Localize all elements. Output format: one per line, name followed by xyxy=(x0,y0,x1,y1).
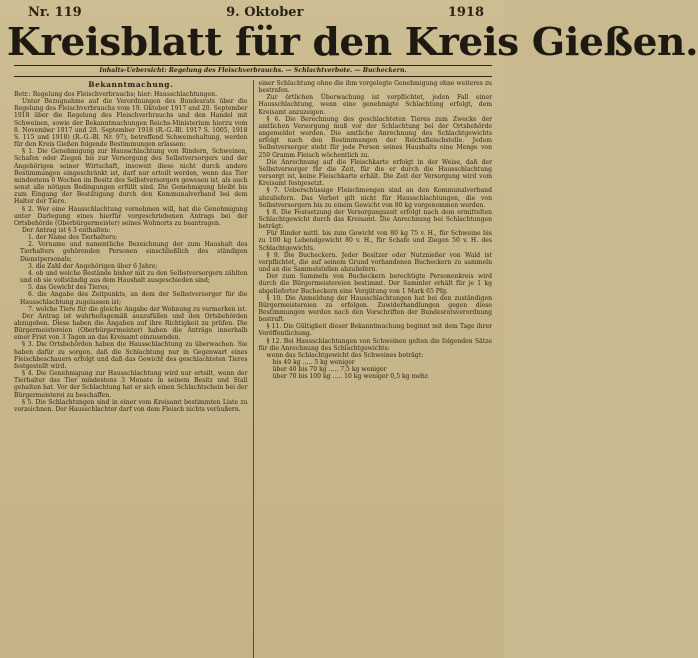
left-column xyxy=(14,80,253,658)
paragraph: § 5. Die Schlachtungen sind in einer vom Kreisamt bestimmten Liste zu verzeichnen. Der Hausschlachter darf von dem Fleisch nichts veräußern. xyxy=(14,398,248,413)
contents-overview: Inhalts-Uebersicht: Regelung des Fleischverbrauchs. — Schlachtverbote. — Bucheckern. xyxy=(99,67,407,74)
paragraph: § 2. Wer eine Hausschlachtung vornehmen will, hat die Genehmigung unter Darlegung eines hierfür vorgeschriebenen Antrags bei der Ortsbehörde (Oberbürgermeister) seines Wohnorts zu beantragen. xyxy=(14,205,248,227)
issue-year: 1918 xyxy=(447,5,484,20)
issue-date: 9. Oktober xyxy=(226,5,304,20)
list-item: 4. ob und welche Bestände bisher mit zu den Selbstversorgern zählten und ob sie vollständig aus dem Haushalt ausgeschieden sind; xyxy=(20,269,248,285)
paragraph: § 9. Die Bucheckern. Jeder Besitzer oder Nutznießer von Wald ist verpflichtet, die auf seinem Grund vorhandenen Bucheckern zu sammeln und an die Sammelstellen abzuliefern. xyxy=(258,251,492,274)
paragraph: § 3. Die Ortsbehörden haben die Hausschlachtung zu überwachen. Sie haben dafür zu sorgen, daß die Schlachtung nur in Gegenwart eines Fleischbeschauers erfolgt und daß das Gewicht des geschlachteten Tieres festgestellt wird. xyxy=(14,341,248,370)
list-item: 3. die Zahl der Angehörigen über 6 Jahre; xyxy=(28,262,158,270)
article-heading: Bekanntmachung. xyxy=(88,80,174,89)
paragraph: § 10. Die Anmeldung der Hausschlachtungen hat bei den zuständigen Bürgermeistereien zu erfolgen. Zuwiderhandlungen gegen diese Bestimmungen werden nach den Vorschriften der Bundesratsverordnung bestraft. xyxy=(258,294,492,324)
paragraph: Die Anrechnung auf die Fleischkarte erfolgt in der Weise, daß der Selbstversorger für die Zeit, für die er durch die Hausschlachtung versorgt ist, keine Fleischkarte erhält. Die Zeit der Versorgung wird vom Kreisamt festgesetzt. xyxy=(258,158,492,188)
paragraph: Zur örtlichen Überwachung ist verpflichtet, jeden Fall einer Hausschlachtung, wenn eine genehmigte Schlachtung erfolgt, dem Kreisamt anzuzeigen. xyxy=(258,94,492,116)
paragraph: Für Rinder mittl. bis zum Gewicht von 80 kg 75 v. H., für Schweine bis zu 100 kg Lebendgewicht 80 v. H., für Schafe und Ziegen 50 v. H. des Schlachtgewichts. xyxy=(258,230,492,252)
paragraph: Der zum Sammeln von Bucheckern berechtigte Personenkreis wird durch die Bürgermeistereien bestimmt. Der Sammler erhält für je 1 kg abgelieferter Bucheckern eine Vergütung von 1 Mark 65 Pfg. xyxy=(258,273,492,295)
list-item: 2. Vorname und namentliche Bezeichnung der zum Haushalt des Tierhalters gehörenden Personen einschließlich des ständigen Dienstpersonals; xyxy=(20,241,248,263)
paragraph: Unter Bezugnahme auf die Verordnungen des Bundesrats über die Regelung des Fleischverbrauchs vom 19. Oktober 1917 und 20. September 1918 über die Regelung des Fleischverbrauchs und den Handel mit Schweinen, sowie der Bekanntmachungen Reichs-Ministerium hierzu vom 8. November 1917 und 28. September 1918 (R.-G.-Bl. 1917 S. 1005, 1918 S. 115 und 1918) (R.-G.-Bl. Nr. 97), betreffend Schweinehaltung, werden für den Kreis Gießen folgende Bestimmungen erlassen: xyxy=(14,98,248,149)
paragraph: § 8. Die Festsetzung der Versorgungszeit erfolgt nach dem ermittelten Schlachtgewicht durch das Kreisamt. Die Anrechnung bei Schlachtungen beträgt: xyxy=(258,208,492,231)
paragraph: Betr.: Regelung des Fleischverbrauchs; hier: Hausschlachtungen. xyxy=(14,91,218,98)
newspaper-title: Kreisblatt für den Kreis Gießen. xyxy=(6,19,698,64)
paragraph: § 4. Die Genehmigung zur Hausschlachtung wird nur erteilt, wenn der Tierhalter das Tier mindestens 3 Monate in seinem Besitz und Stall gehalten hat. Vor der Schlachtung hat er sich einen Schlachtschein bei der Bürgermeisterei zu beschaffen. xyxy=(14,370,248,399)
paragraph: Der Antrag ist § 3 enthalten: xyxy=(22,226,111,234)
list-item: 5. das Gewicht des Tieres; xyxy=(28,284,110,292)
paragraph: Der Antrag ist wahrheitsgemäß auszufüllen und den Ortsbehörden abzugeben. Diese haben die Angaben auf ihre Richtigkeit zu prüfen. Die Bürgermeistereien (Oberbürgermeister) haben die Anträge innerhalb einer Frist von 3 Tagen an das Kreisamt einzusenden. xyxy=(14,312,248,342)
paragraph: § 6. Die Berechnung des geschlachteten Tieres zum Zwecke der amtlichen Versorgung muß vor der Schlachtung bei der Ortsbehörde angemeldet werden. Die amtliche Anrechnung des Schlachtgewichts erfolgt nach den Bestimmungen der Reichsfleischstelle. Jedem Selbstversorger steht für jede Person seines Haushalts eine Menge von 250 Gramm Fleisch wöchentlich zu. xyxy=(258,115,492,159)
weight-table-row: über 40 bis 70 kg ..... 7,5 kg weniger xyxy=(272,366,387,374)
article-columns xyxy=(14,80,492,658)
right-column xyxy=(253,80,493,658)
contents-rule xyxy=(14,76,492,77)
paragraph: § 7. Ueberschüssige Fleischmengen sind an den Kommunalverband abzuliefern. Das Verbot gilt nicht für Hausschlachtungen, die von Selbstversorgern bis zu einem Gewicht von 80 kg vorgenommen werden. xyxy=(258,187,492,209)
paragraph: § 1. Die Genehmigung zur Hausschlachtung von Rindern, Schweinen, Schafen oder Ziegen bis zur Versorgung des Selbstversorgers und der Angehörigen seiner Wirtschaft, insoweit diese nicht durch andere Bestimmungen eingeschränkt ist, darf nur erteilt werden, wenn das Tier mindestens 6 Wochen im Besitz des Selbstversorgers gewesen ist, als auch sonst alle nötigen Bedingungen erfüllt sind. Die Genehmigung bleibt bis zum Eingang der Bestätigung durch den Kommunalverband bei dem Halter der Tiere. xyxy=(14,148,248,206)
list-item: 1. der Name des Tierhalters; xyxy=(28,234,118,242)
paragraph: § 11. Die Gültigkeit dieser Bekanntmachung beginnt mit dem Tage ihrer Veröffentlichung. xyxy=(258,323,492,338)
paragraph: wenn das Schlachtgewicht des Schweines beträgt: xyxy=(266,351,424,359)
list-item: 7. welche Tiere für die gleiche Angabe der Wohnung zu vermerken ist. xyxy=(28,305,247,313)
paragraph: § 12. Bei Hausschlachtungen von Schweinen gelten die folgenden Sätze für die Anrechnung des Schlachtgewichts: xyxy=(258,337,492,352)
list-item: 6. die Angabe des Zeitpunkts, an dem der Selbstversorger für die Hausschlachtung zugelassen ist; xyxy=(20,291,248,306)
weight-table-row: bis 40 kg ..... 5 kg weniger xyxy=(272,359,355,367)
paragraph: einer Schlachtung ohne die ihm vorgelegte Genehmigung ohne weiteres zu bestrafen. xyxy=(258,80,492,95)
weight-table-row: über 70 bis 100 kg ..... 10 kg weniger 0,5 kg mehr. xyxy=(272,373,430,381)
masthead-dateline xyxy=(14,6,492,20)
issue-number: Nr. 119 xyxy=(28,5,82,20)
